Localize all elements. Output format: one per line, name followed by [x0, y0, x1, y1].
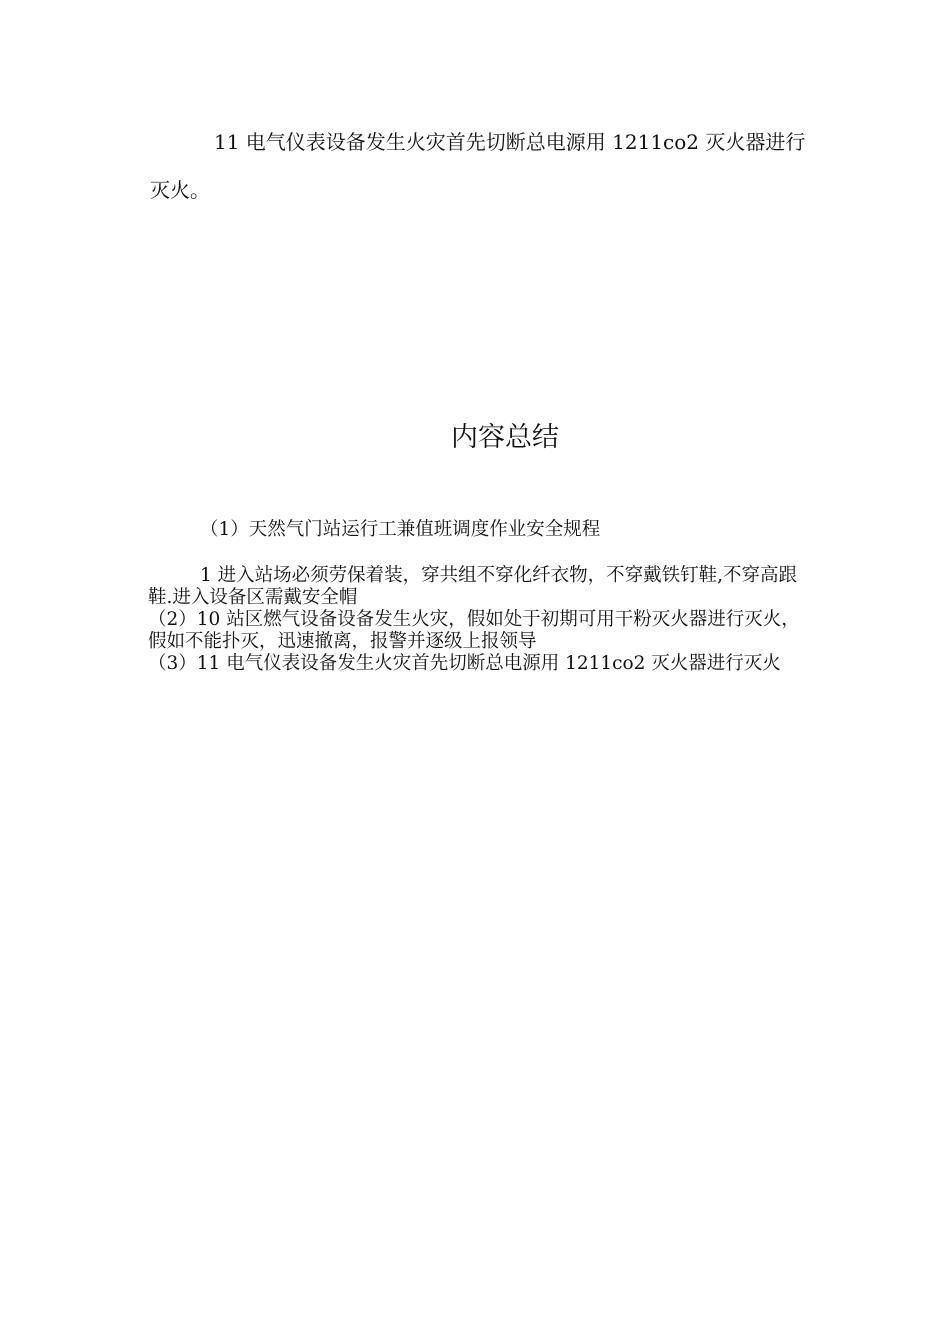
section-title-summary: 内容总结 [451, 422, 559, 453]
body-paragraph-fire-electrical: 11 电气仪表设备发生火灾首先切断总电源用 1211co2 灭火器进行灭火。 [150, 130, 806, 202]
summary-item-1: 1 进入站场必须劳保着装，穿共组不穿化纤衣物，不穿戴铁钉鞋,不穿高跟鞋.进入设备区需戴安全帽 [148, 565, 798, 608]
summary-heading: （1）天然气门站运行工兼值班调度作业安全规程 [200, 519, 601, 540]
summary-block [148, 519, 808, 675]
summary-item-2: （2）10 站区燃气设备设备发生火灾，假如处于初期可用干粉灭火器进行灭火，假如不能扑灭，迅速撤离，报警并逐级上报领导 [148, 609, 800, 652]
summary-item-3: （3）11 电气仪表设备发生火灾首先切断总电源用 1211co2 灭火器进行灭火 [148, 653, 781, 674]
